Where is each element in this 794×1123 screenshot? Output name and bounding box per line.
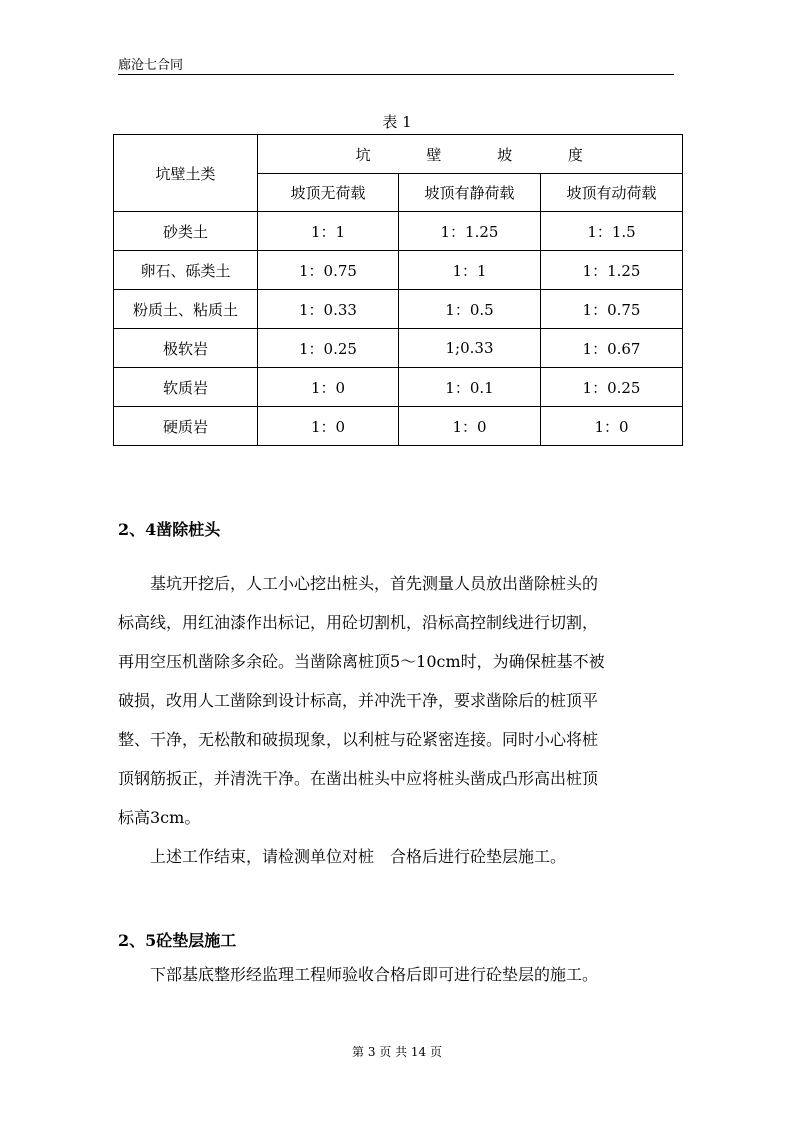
row-label: 软质岩	[114, 368, 258, 407]
section-heading-2-5: 2、5砼垫层施工	[118, 931, 237, 950]
table-row	[114, 407, 683, 446]
group-header-cell	[258, 135, 683, 174]
table-cell: 1：1	[258, 212, 399, 251]
section-heading-2-4: 2、4凿除桩头	[118, 520, 221, 539]
table-cell: 1：0.25	[541, 368, 683, 407]
row-header-cell: 坑壁土类	[114, 135, 258, 212]
column-header: 坡顶有静荷载	[399, 174, 541, 212]
table-cell: 1：0.5	[399, 290, 541, 329]
row-label: 硬质岩	[114, 407, 258, 446]
table-cell: 1：0	[399, 407, 541, 446]
paragraph-line: 标高3cm。	[118, 808, 201, 827]
table-cell: 1：0	[541, 407, 683, 446]
column-header: 坡顶有动荷载	[541, 174, 683, 212]
table-row	[114, 368, 683, 407]
row-label: 粉质土、粘质土	[114, 290, 258, 329]
table-cell: 1;0.33	[399, 329, 541, 368]
table-row	[114, 251, 683, 290]
paragraph-line: 上述工作结束，请检测单位对桩 合格后进行砼垫层施工。	[118, 847, 567, 866]
table-row	[114, 329, 683, 368]
table-cell: 1：0.1	[399, 368, 541, 407]
paragraph-line: 下部基底整形经监理工程师验收合格后即可进行砼垫层的施工。	[118, 965, 599, 984]
paragraph-line: 标高线，用红油漆作出标记，用砼切割机，沿标高控制线进行切割，	[118, 613, 599, 632]
row-label: 卵石、砾类土	[114, 251, 258, 290]
table-cell: 1：1.25	[399, 212, 541, 251]
table-cell: 1：1	[399, 251, 541, 290]
page-footer: 第 3 页 共 14 页	[352, 1045, 442, 1059]
table-cell: 1：0.75	[541, 290, 683, 329]
paragraph-line: 破损，改用人工凿除到设计标高，并冲洗干净，要求凿除后的桩顶平	[118, 691, 599, 710]
table-caption: 表 1	[382, 113, 412, 131]
table-cell: 1：0.33	[258, 290, 399, 329]
page-header: 廊沧七合同	[118, 58, 674, 75]
paragraph-line: 基坑开挖后，人工小心挖出桩头，首先测量人员放出凿除桩头的	[118, 574, 599, 593]
table-cell: 1：0	[258, 407, 399, 446]
table-row	[114, 290, 683, 329]
table-row	[114, 212, 683, 251]
group-header-text: 坑 壁 坡 度	[355, 145, 585, 164]
section-2-4-paragraph	[118, 564, 678, 876]
paragraph-line: 整、干净，无松散和破损现象，以利桩与砼紧密连接。同时小心将桩	[118, 730, 599, 749]
paragraph-line: 顶钢筋扳正，并清洗干净。在凿出桩头中应将桩头凿成凸形高出桩顶	[118, 769, 599, 788]
table-cell: 1：0.67	[541, 329, 683, 368]
table-cell: 1：1.5	[541, 212, 683, 251]
column-header: 坡顶无荷载	[258, 174, 399, 212]
table-cell: 1：0	[258, 368, 399, 407]
table-cell: 1：0.75	[258, 251, 399, 290]
paragraph-line: 再用空压机凿除多余砼。当凿除离桩顶5～10cm时，为确保桩基不被	[118, 652, 605, 671]
table-cell: 1：1.25	[541, 251, 683, 290]
row-label: 砂类土	[114, 212, 258, 251]
row-label: 极软岩	[114, 329, 258, 368]
section-2-5-paragraph	[118, 955, 678, 994]
slope-table	[113, 134, 683, 446]
table-cell: 1：0.25	[258, 329, 399, 368]
